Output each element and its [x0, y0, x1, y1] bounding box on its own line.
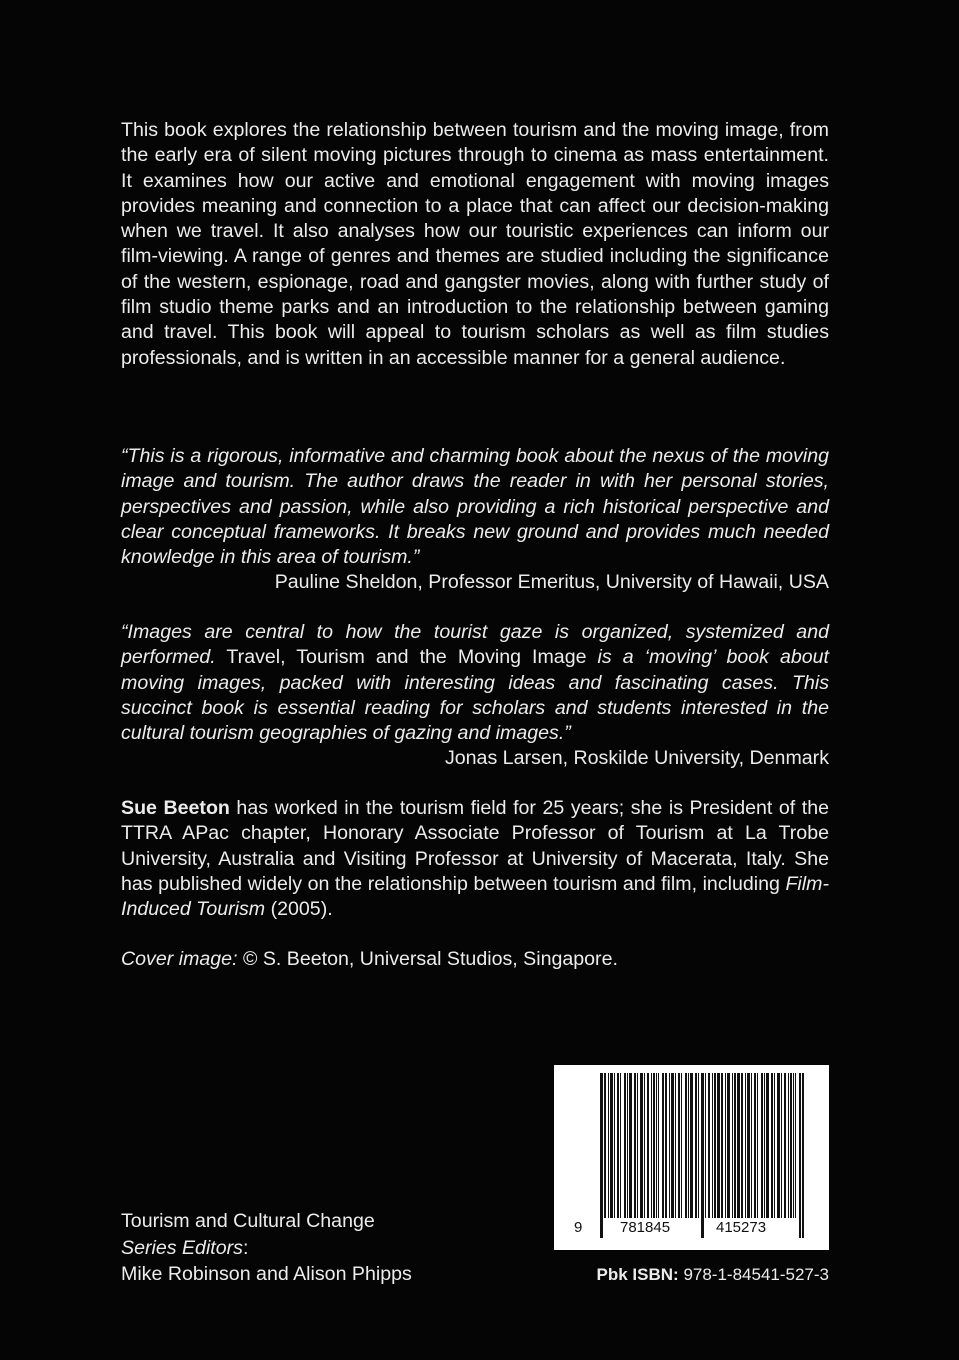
- barcode-bar: [734, 1073, 736, 1218]
- barcode-bar: [669, 1073, 670, 1218]
- barcode-bar: [802, 1073, 804, 1238]
- barcode-bar: [754, 1073, 756, 1218]
- barcode-bar: [766, 1073, 769, 1218]
- barcode-bar: [774, 1073, 775, 1218]
- cover-credit: [121, 947, 829, 972]
- isbn-label: Pbk ISBN:: [596, 1265, 679, 1284]
- barcode-bar: [698, 1073, 699, 1218]
- endorsement-larsen: [121, 620, 829, 772]
- barcode-digits-right: 415273: [716, 1219, 767, 1236]
- series-editors-colon: :: [242, 1236, 249, 1259]
- barcode-bar: [737, 1073, 740, 1218]
- barcode-bar: [732, 1073, 733, 1218]
- barcode-bar: [658, 1073, 659, 1218]
- barcode-bar: [681, 1073, 682, 1218]
- series-info: [121, 1208, 521, 1288]
- barcode-bar: [795, 1073, 796, 1218]
- barcode-bar: [751, 1073, 752, 1218]
- barcode-bar: [761, 1073, 763, 1218]
- barcode-bar: [608, 1073, 609, 1218]
- barcode-bar: [745, 1073, 746, 1218]
- book-title: Travel, Tourism and the Moving Image: [215, 646, 587, 669]
- endorsement-text: [121, 620, 829, 746]
- barcode-bar: [705, 1073, 706, 1218]
- barcode-bar: [757, 1073, 758, 1218]
- bio-tail: (2005).: [265, 898, 333, 921]
- barcode-bar: [629, 1073, 632, 1218]
- bio-work-title: Film-Induced Tourism: [121, 872, 829, 921]
- barcode-bar: [600, 1073, 603, 1238]
- barcode-bar: [764, 1073, 765, 1218]
- barcode-bar: [627, 1073, 628, 1218]
- series-editors-line: [121, 1235, 521, 1262]
- cover-label: Cover image:: [121, 948, 238, 970]
- barcode-digits-left: 781845: [620, 1219, 671, 1236]
- barcode-bar: [665, 1073, 667, 1218]
- bio-text: has worked in the tourism field for 25 years; she is President of the TTRA APac chapter, Honorary Associate Professor of Tourism at La Trobe University, Australia and Visiting Professor at University of Macerata, Italy. She has published widely on the relationship between tourism and film, including: [121, 797, 829, 895]
- barcode-bar: [721, 1073, 723, 1218]
- barcode-bar: [771, 1073, 773, 1218]
- barcode-bar: [695, 1073, 697, 1218]
- barcode-bar: [647, 1073, 649, 1218]
- barcode-bar: [644, 1073, 645, 1218]
- barcode-bar: [610, 1073, 613, 1218]
- barcode-bar: [678, 1073, 680, 1218]
- barcode-bar: [653, 1073, 655, 1218]
- endorsement-text: “This is a rigorous, informative and charming book about the nexus of the moving image and tourism. The author draws the reader in with her personal stories, perspectives and passion, while also providing a rich historical perspective and clear conceptual frameworks. It breaks new ground and provides much needed knowledge in this area of tourism.”: [121, 445, 829, 569]
- barcode-bars: [554, 1065, 829, 1250]
- barcode-bar: [777, 1073, 780, 1218]
- barcode-bar: [637, 1073, 638, 1218]
- barcode-digit-first: 9: [574, 1219, 583, 1236]
- barcode-bar: [725, 1073, 726, 1218]
- barcode: [554, 1065, 829, 1250]
- barcode-bar: [604, 1073, 606, 1218]
- book-description: This book explores the relationship between tourism and the moving image, from the early era of silent moving pictures through to cinema as mass entertainment. It examines how our active and emotional engagement with moving images provides meaning and connection to a place that can affect our decision-making when we travel. It also analyses how our touristic experiences can inform our film-viewing. A range of genres and themes are studied including the significance of the western, espionage, road and gangster movies, along with further study of film studio theme parks and an introduction to the relationship between gaming and travel. This book will appeal to tourism scholars as well as film studies professionals, and is written in an accessible manner for a general audience.: [121, 119, 829, 369]
- barcode-bar: [640, 1073, 643, 1218]
- barcode-bar: [741, 1073, 743, 1218]
- barcode-bar: [614, 1073, 615, 1218]
- author-name: Sue Beeton: [121, 797, 230, 819]
- barcode-bar: [651, 1073, 652, 1218]
- barcode-bar: [671, 1073, 674, 1218]
- author-bio: [121, 796, 829, 922]
- barcode-bar: [656, 1073, 657, 1218]
- barcode-bar: [624, 1073, 626, 1218]
- barcode-bar: [662, 1073, 664, 1218]
- series-editors-label: Series Editors: [121, 1236, 243, 1259]
- series-editors: Mike Robinson and Alison Phipps: [121, 1263, 412, 1285]
- endorsement-sheldon: [121, 444, 829, 596]
- barcode-bar: [781, 1073, 782, 1218]
- isbn-value: 978-1-84541-527-3: [678, 1265, 829, 1284]
- barcode-bar: [701, 1073, 704, 1238]
- barcode-bar: [634, 1073, 636, 1218]
- barcode-bar: [690, 1073, 693, 1218]
- series-name: Tourism and Cultural Change: [121, 1210, 375, 1232]
- barcode-bar: [784, 1073, 786, 1218]
- barcode-bar: [620, 1073, 621, 1218]
- barcode-bar: [793, 1073, 794, 1218]
- barcode-bar: [685, 1073, 687, 1218]
- cover-text: © S. Beeton, Universal Studios, Singapore.: [237, 948, 618, 970]
- barcode-bar: [788, 1073, 789, 1218]
- endorsement-attribution: Pauline Sheldon, Professor Emeritus, University of Hawaii, USA: [274, 571, 829, 594]
- barcode-bar: [688, 1073, 689, 1218]
- barcode-bar: [617, 1073, 619, 1218]
- barcode-bar: [799, 1073, 801, 1238]
- barcode-bar: [747, 1073, 750, 1218]
- quote-part-1: “Images are central to how the tourist gaze is organized, systemized and performed.: [121, 621, 829, 669]
- barcode-bar: [712, 1073, 713, 1218]
- barcode-bar: [717, 1073, 720, 1218]
- isbn: [597, 1265, 829, 1285]
- barcode-bar: [708, 1073, 710, 1218]
- barcode-bar: [790, 1073, 792, 1218]
- barcode-bar: [727, 1073, 730, 1218]
- barcode-bar: [675, 1073, 676, 1218]
- endorsement-attribution: Jonas Larsen, Roskilde University, Denmark: [444, 747, 829, 770]
- quote-part-2: is a ‘moving’ book about moving images, packed with interesting ideas and fascinating cases. This succinct book is essential reading for scholars and students interested in the cultural tourism geographies of gazing and images.”: [121, 646, 829, 745]
- barcode-bar: [714, 1073, 716, 1218]
